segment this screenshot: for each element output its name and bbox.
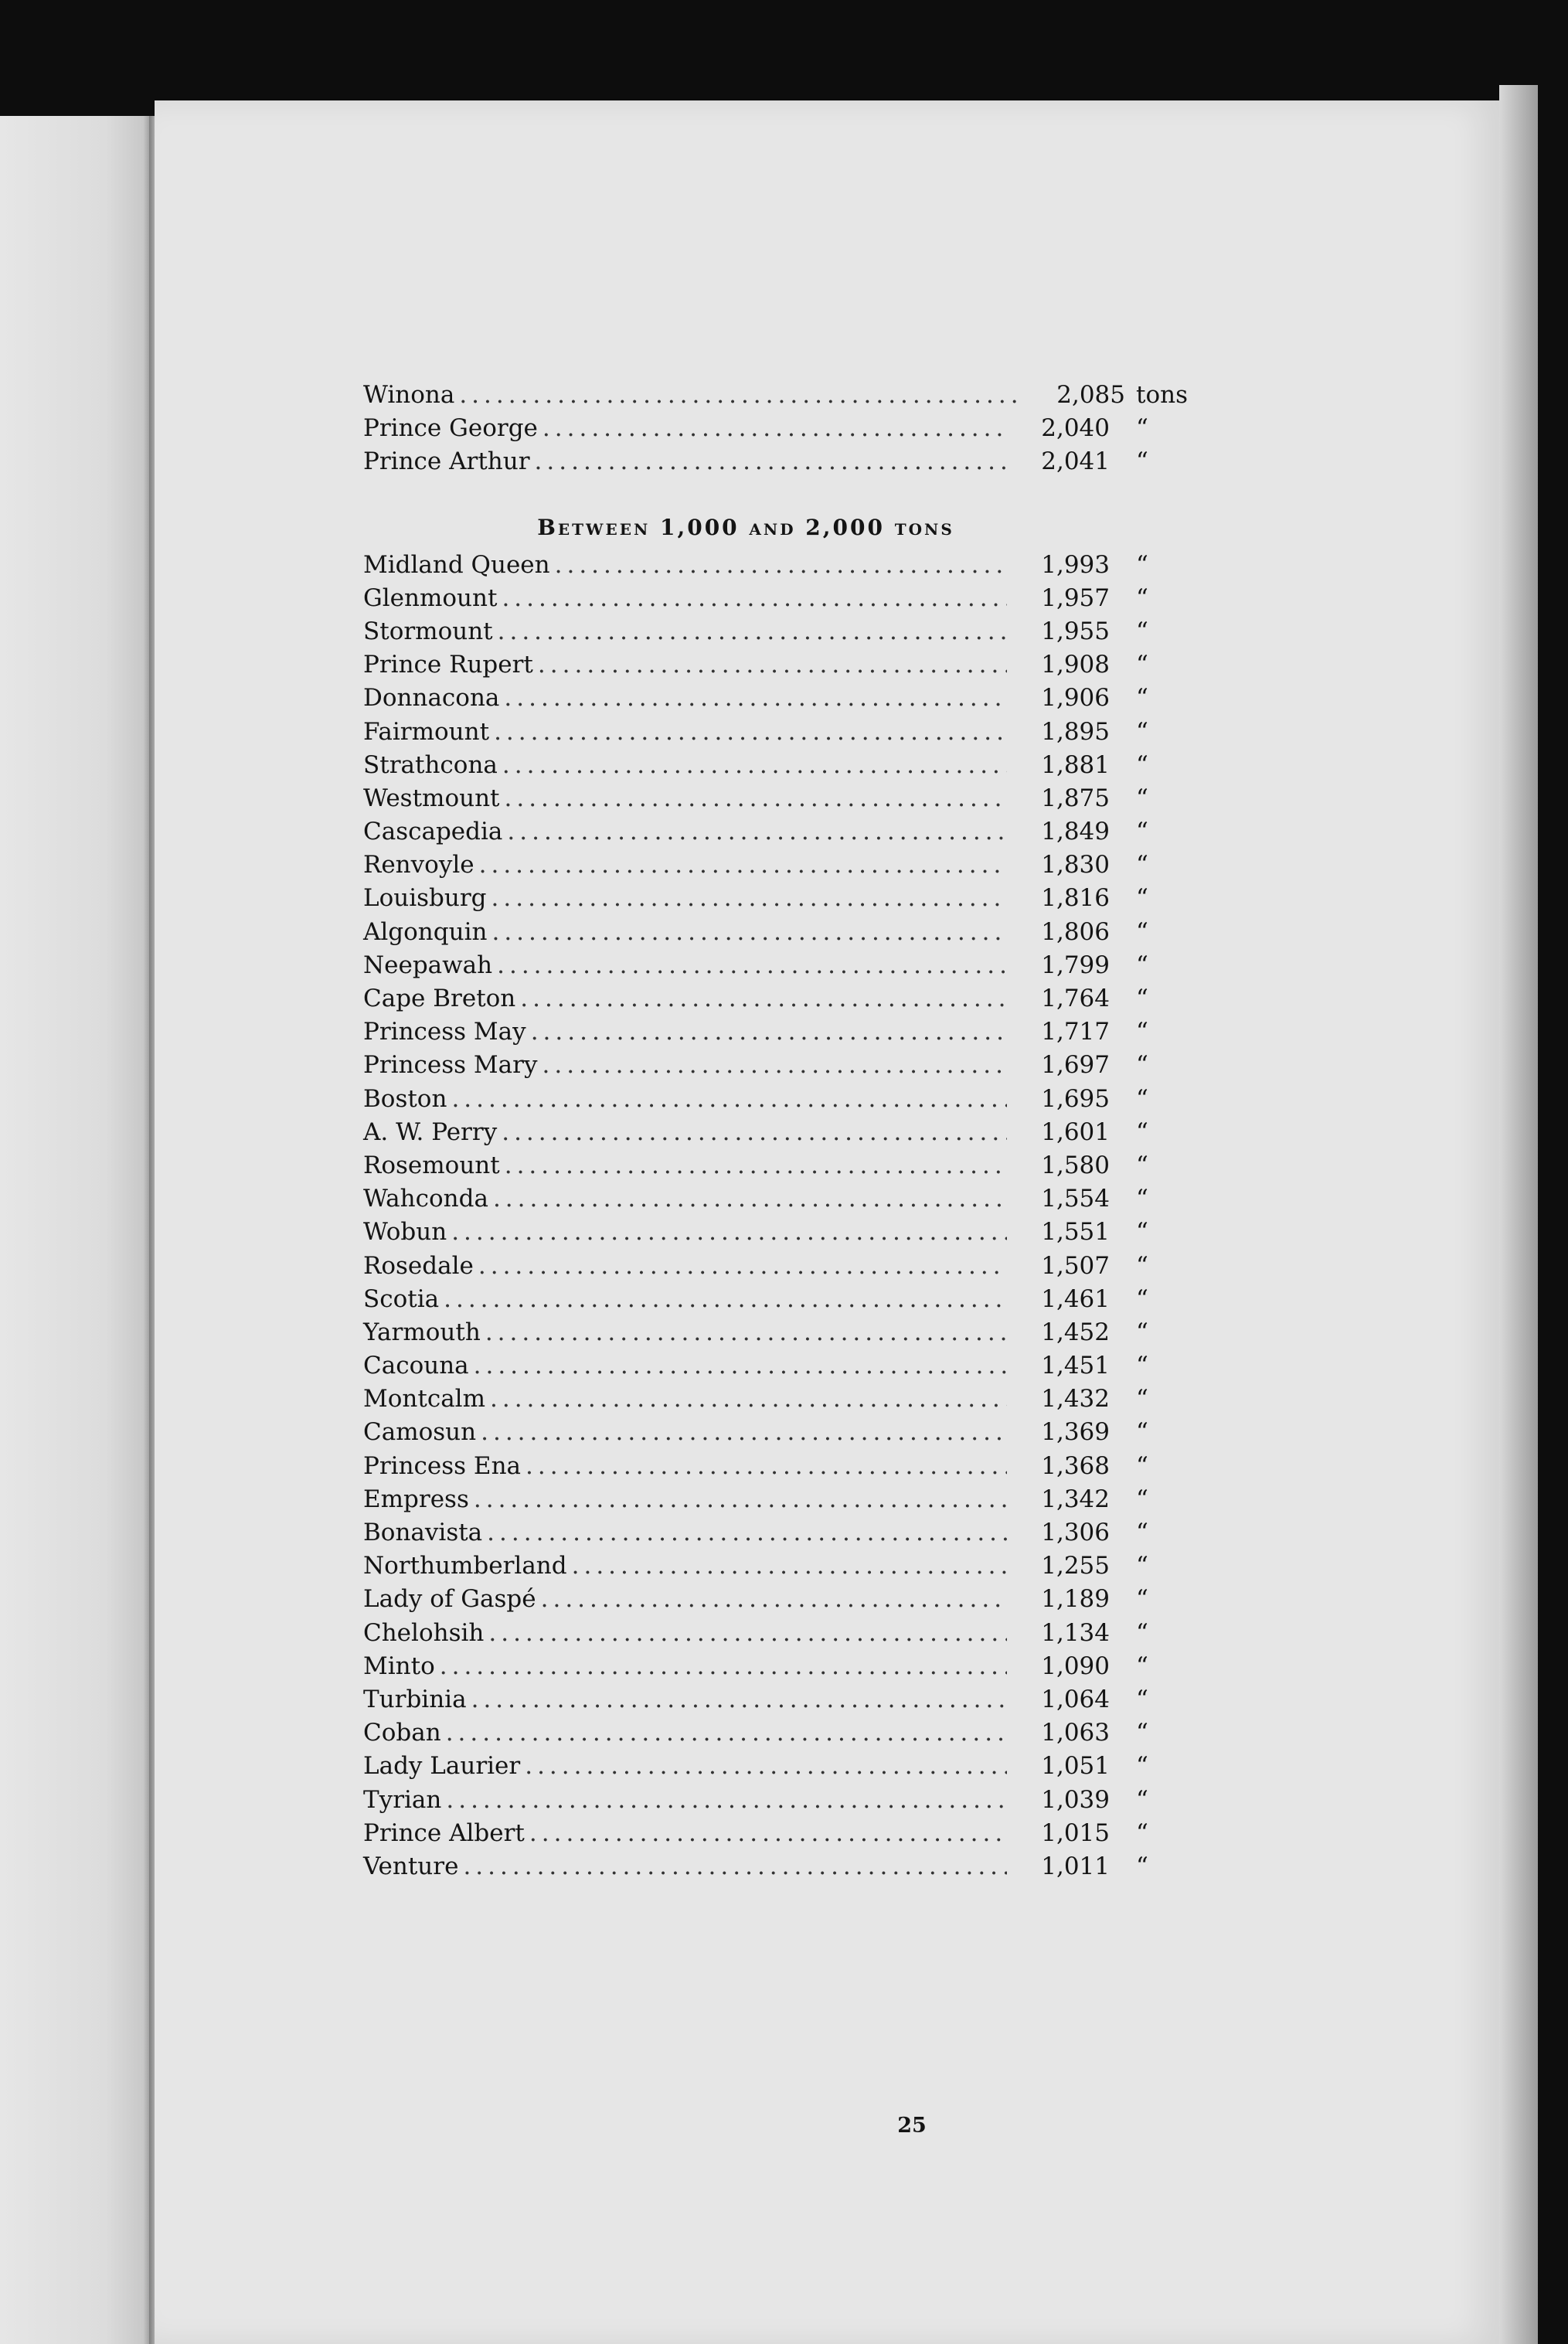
vessel-name: Chelohsih — [363, 1618, 485, 1647]
tonnage-value: 1,015 — [1041, 1818, 1110, 1847]
list-item — [363, 379, 1221, 412]
dot-leader — [481, 1416, 1007, 1449]
vessel-name: Cacouna — [363, 1352, 469, 1380]
tonnage-value: 1,368 — [1041, 1451, 1110, 1480]
dot-leader — [491, 916, 1007, 949]
list-item — [363, 949, 1221, 982]
vessel-name: Strathcona — [363, 750, 498, 779]
list-item — [363, 1316, 1221, 1349]
vessel-name: Neepawah — [363, 951, 493, 979]
tonnage-unit: “ — [1136, 1719, 1148, 1747]
tonnage-value: 1,306 — [1041, 1519, 1110, 1546]
vessel-name: Yarmouth — [363, 1318, 481, 1346]
section-heading: Between 1,000 and 2,000 tons — [537, 514, 954, 540]
dot-leader — [538, 648, 1007, 682]
list-item — [363, 682, 1221, 715]
list-item — [363, 582, 1221, 615]
tonnage-unit: “ — [1136, 1652, 1148, 1680]
left-page-edge — [0, 116, 151, 2344]
tonnage-unit: “ — [1136, 1385, 1148, 1414]
vessel-name: Cascapedia — [363, 818, 503, 846]
top-entries — [363, 379, 1221, 479]
dot-leader — [543, 1049, 1008, 1082]
tonnage-value: 1,993 — [1041, 550, 1110, 579]
list-item — [363, 1483, 1221, 1516]
list-item — [363, 1349, 1221, 1383]
tonnage-unit: “ — [1136, 1519, 1148, 1546]
tonnage-value: 1,452 — [1041, 1318, 1110, 1346]
tonnage-value: 1,432 — [1041, 1385, 1110, 1414]
dot-leader — [478, 1250, 1007, 1283]
vessel-name: Winona — [363, 381, 455, 409]
vessel-name: Coban — [363, 1719, 441, 1747]
tonnage-value: 1,955 — [1041, 617, 1110, 645]
tonnage-value: 1,189 — [1041, 1585, 1110, 1614]
page-number: 25 — [897, 2114, 927, 2138]
tonnage-unit: “ — [1136, 851, 1148, 879]
tonnage-value: 1,764 — [1041, 985, 1110, 1012]
list-item — [363, 1016, 1221, 1049]
vessel-name: Prince Albert — [363, 1818, 525, 1847]
vessel-name: Louisburg — [363, 884, 487, 913]
list-item — [363, 1250, 1221, 1283]
vessel-name: Lady Laurier — [363, 1752, 521, 1781]
dot-leader — [485, 1316, 1007, 1349]
list-item — [363, 1583, 1221, 1616]
tonnage-unit: “ — [1136, 1218, 1148, 1247]
dot-leader — [474, 1349, 1007, 1383]
vessel-name: Stormount — [363, 617, 493, 645]
tonnage-unit: “ — [1136, 1451, 1148, 1480]
tonnage-unit: “ — [1136, 617, 1148, 645]
tonnage-value: 1,461 — [1041, 1284, 1110, 1313]
tonnage-unit: “ — [1136, 684, 1148, 713]
dot-leader — [505, 782, 1008, 815]
tonnage-value: 1,369 — [1041, 1418, 1110, 1447]
list-item — [363, 1450, 1221, 1483]
list-item — [363, 1550, 1221, 1583]
list-item — [363, 716, 1221, 749]
dot-leader — [488, 1617, 1007, 1650]
dot-leader — [497, 949, 1007, 982]
list-item — [363, 1784, 1221, 1817]
tonnage-value: 1,881 — [1041, 750, 1110, 779]
tonnage-value: 2,085 — [1056, 381, 1125, 409]
tonnage-list — [363, 379, 1221, 1883]
list-item — [363, 1850, 1221, 1883]
tonnage-value: 1,799 — [1041, 951, 1110, 979]
vessel-name: Tyrian — [363, 1785, 442, 1814]
list-item — [363, 849, 1221, 882]
list-item — [363, 1049, 1221, 1082]
tonnage-unit: “ — [1136, 1018, 1148, 1046]
vessel-name: Montcalm — [363, 1385, 485, 1414]
tonnage-value: 1,342 — [1041, 1485, 1110, 1513]
dot-leader — [505, 1149, 1007, 1182]
dot-leader — [541, 1583, 1007, 1616]
tonnage-value: 1,717 — [1041, 1018, 1110, 1046]
dot-leader — [520, 982, 1007, 1016]
list-item — [363, 1617, 1221, 1650]
list-item — [363, 1083, 1221, 1116]
dot-leader — [463, 1850, 1007, 1883]
vessel-name: Prince Rupert — [363, 651, 533, 679]
tonnage-value: 1,554 — [1041, 1185, 1110, 1213]
vessel-name: Algonquin — [363, 917, 488, 946]
list-item — [363, 1416, 1221, 1449]
vessel-name: A. W. Perry — [363, 1118, 498, 1146]
dot-leader — [498, 615, 1007, 648]
tonnage-value: 1,601 — [1041, 1118, 1110, 1146]
vessel-name: Princess Ena — [363, 1451, 522, 1480]
dot-leader — [531, 1016, 1007, 1049]
dot-leader — [490, 1383, 1007, 1416]
list-item — [363, 815, 1221, 849]
list-item — [363, 445, 1221, 478]
vessel-name: Wahconda — [363, 1185, 488, 1213]
tonnage-value: 1,816 — [1041, 884, 1110, 913]
tonnage-unit: tons — [1136, 381, 1188, 409]
list-item — [363, 1750, 1221, 1783]
tonnage-value: 1,134 — [1041, 1618, 1110, 1647]
tonnage-value: 1,551 — [1041, 1218, 1110, 1247]
list-item — [363, 1516, 1221, 1550]
tonnage-value: 1,451 — [1041, 1352, 1110, 1380]
list-item — [363, 1116, 1221, 1149]
dot-leader — [479, 849, 1007, 882]
vessel-name: Camosun — [363, 1418, 477, 1447]
tonnage-unit: “ — [1136, 1151, 1148, 1179]
vessel-name: Cape Breton — [363, 985, 516, 1012]
vessel-name: Boston — [363, 1084, 447, 1113]
tonnage-unit: “ — [1136, 951, 1148, 979]
dot-leader — [526, 1450, 1007, 1483]
vessel-name: Minto — [363, 1652, 435, 1680]
list-item — [363, 1182, 1221, 1216]
tonnage-value: 1,090 — [1041, 1652, 1110, 1680]
list-item — [363, 648, 1221, 682]
tonnage-value: 2,041 — [1041, 447, 1110, 476]
vessel-name: Wobun — [363, 1218, 447, 1247]
dot-leader — [446, 1784, 1007, 1817]
vessel-name: Rosedale — [363, 1251, 474, 1280]
dot-leader — [440, 1650, 1007, 1683]
tonnage-value: 1,849 — [1041, 818, 1110, 846]
vessel-name: Scotia — [363, 1284, 440, 1313]
dot-leader — [572, 1550, 1007, 1583]
vessel-name: Princess Mary — [363, 1051, 538, 1080]
list-item — [363, 749, 1221, 782]
tonnage-unit: “ — [1136, 1418, 1148, 1447]
dot-leader — [444, 1283, 1007, 1316]
dot-leader — [474, 1483, 1007, 1516]
tonnage-unit: “ — [1136, 1818, 1148, 1847]
tonnage-unit: “ — [1136, 1552, 1148, 1580]
tonnage-value: 1,580 — [1041, 1151, 1110, 1179]
tonnage-unit: “ — [1136, 750, 1148, 779]
vessel-name: Venture — [363, 1852, 459, 1880]
tonnage-unit: “ — [1136, 583, 1148, 612]
tonnage-value: 1,906 — [1041, 684, 1110, 713]
tonnage-unit: “ — [1136, 818, 1148, 846]
vessel-name: Fairmount — [363, 717, 490, 746]
dot-leader — [502, 582, 1007, 615]
tonnage-unit: “ — [1136, 717, 1148, 746]
entries-list — [363, 549, 1221, 1884]
list-item — [363, 1716, 1221, 1750]
dot-leader — [502, 1116, 1007, 1149]
dot-leader — [535, 445, 1007, 478]
list-item — [363, 1817, 1221, 1850]
tonnage-value: 1,064 — [1041, 1685, 1110, 1713]
tonnage-unit: “ — [1136, 1084, 1148, 1113]
dot-leader — [451, 1216, 1007, 1249]
dot-leader — [459, 379, 1022, 412]
dot-leader — [555, 549, 1007, 582]
tonnage-unit: “ — [1136, 1852, 1148, 1880]
tonnage-value: 1,806 — [1041, 917, 1110, 946]
tonnage-unit: “ — [1136, 784, 1148, 812]
tonnage-value: 1,039 — [1041, 1785, 1110, 1814]
vessel-name: Midland Queen — [363, 550, 550, 579]
dot-leader — [507, 815, 1007, 849]
list-item — [363, 982, 1221, 1016]
tonnage-value: 1,697 — [1041, 1051, 1110, 1080]
dot-leader — [451, 1083, 1007, 1116]
tonnage-value: 1,255 — [1041, 1552, 1110, 1580]
dot-leader — [487, 1516, 1007, 1550]
tonnage-value: 2,040 — [1041, 414, 1110, 443]
list-item — [363, 882, 1221, 915]
tonnage-unit: “ — [1136, 1752, 1148, 1781]
vessel-name: Lady of Gaspé — [363, 1585, 536, 1614]
vessel-name: Westmount — [363, 784, 500, 812]
tonnage-value: 1,957 — [1041, 583, 1110, 612]
dot-leader — [493, 1182, 1007, 1216]
tonnage-value: 1,011 — [1041, 1852, 1110, 1880]
tonnage-value: 1,695 — [1041, 1084, 1110, 1113]
tonnage-unit: “ — [1136, 447, 1148, 476]
tonnage-unit: “ — [1136, 414, 1148, 443]
tonnage-value: 1,830 — [1041, 851, 1110, 879]
tonnage-unit: “ — [1136, 1785, 1148, 1814]
list-item — [363, 1683, 1221, 1716]
tonnage-unit: “ — [1136, 884, 1148, 913]
vessel-name: Empress — [363, 1485, 469, 1513]
tonnage-unit: “ — [1136, 917, 1148, 946]
vessel-name: Northumberland — [363, 1552, 567, 1580]
tonnage-unit: “ — [1136, 1284, 1148, 1313]
right-page-edge — [1499, 85, 1538, 2344]
tonnage-value: 1,875 — [1041, 784, 1110, 812]
tonnage-unit: “ — [1136, 1051, 1148, 1080]
dot-leader — [543, 412, 1007, 445]
dot-leader — [502, 749, 1007, 782]
list-item — [363, 1650, 1221, 1683]
tonnage-value: 1,051 — [1041, 1752, 1110, 1781]
list-item — [363, 1383, 1221, 1416]
list-item — [363, 615, 1221, 648]
tonnage-unit: “ — [1136, 550, 1148, 579]
list-item — [363, 1149, 1221, 1182]
list-item — [363, 549, 1221, 582]
tonnage-unit: “ — [1136, 1618, 1148, 1647]
dot-leader — [504, 682, 1007, 715]
vessel-name: Prince Arthur — [363, 447, 530, 476]
tonnage-unit: “ — [1136, 1485, 1148, 1513]
dot-leader — [529, 1817, 1007, 1850]
dot-leader — [491, 882, 1007, 915]
vessel-name: Donnacona — [363, 684, 500, 713]
tonnage-value: 1,507 — [1041, 1251, 1110, 1280]
tonnage-unit: “ — [1136, 1585, 1148, 1614]
list-item — [363, 1283, 1221, 1316]
list-item — [363, 412, 1221, 445]
dot-leader — [446, 1716, 1007, 1750]
vessel-name: Princess May — [363, 1018, 526, 1046]
dot-leader — [494, 716, 1007, 749]
dot-leader — [525, 1750, 1007, 1783]
tonnage-value: 1,063 — [1041, 1719, 1110, 1747]
vessel-name: Rosemount — [363, 1151, 500, 1179]
vessel-name: Glenmount — [363, 583, 498, 612]
tonnage-value: 1,908 — [1041, 651, 1110, 679]
tonnage-unit: “ — [1136, 1118, 1148, 1146]
vessel-name: Renvoyle — [363, 851, 474, 879]
vessel-name: Prince George — [363, 414, 538, 443]
list-item — [363, 1216, 1221, 1249]
dot-leader — [471, 1683, 1007, 1716]
vessel-name: Bonavista — [363, 1519, 483, 1546]
tonnage-unit: “ — [1136, 1251, 1148, 1280]
tonnage-unit: “ — [1136, 1318, 1148, 1346]
tonnage-value: 1,895 — [1041, 717, 1110, 746]
list-item — [363, 916, 1221, 949]
tonnage-unit: “ — [1136, 1685, 1148, 1713]
tonnage-unit: “ — [1136, 1352, 1148, 1380]
list-item — [363, 782, 1221, 815]
tonnage-unit: “ — [1136, 985, 1148, 1012]
tonnage-unit: “ — [1136, 1185, 1148, 1213]
vessel-name: Turbinia — [363, 1685, 467, 1713]
tonnage-unit: “ — [1136, 651, 1148, 679]
